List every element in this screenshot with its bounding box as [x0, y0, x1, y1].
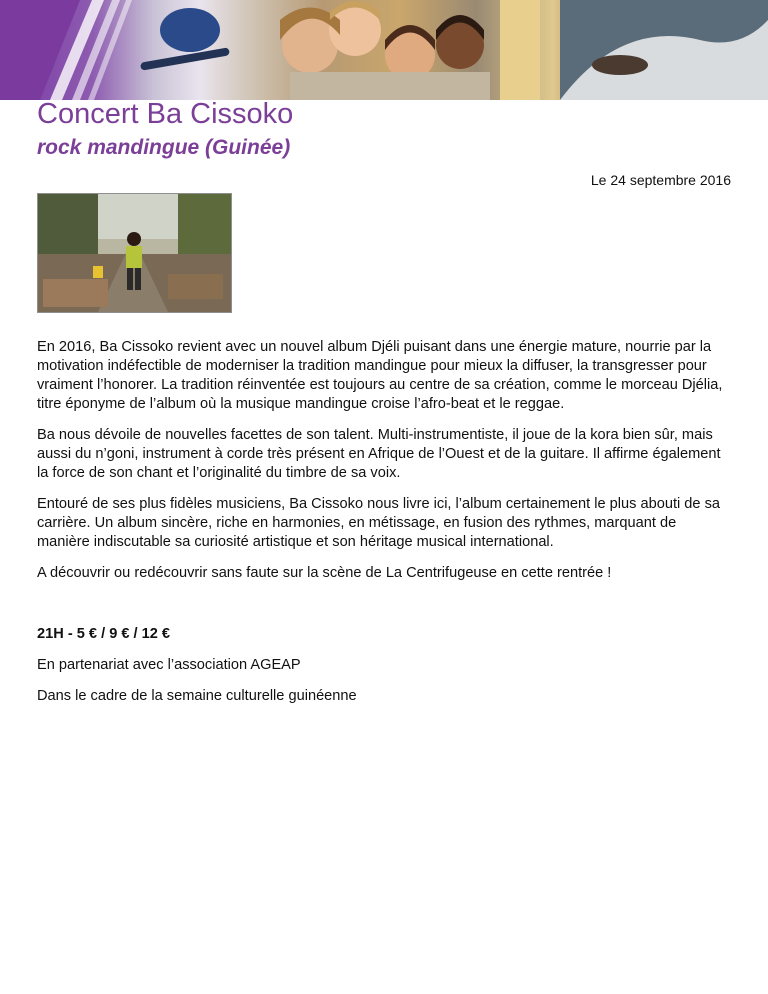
page-title: Concert Ba Cissoko [37, 98, 294, 130]
musician-leg [127, 268, 133, 290]
window-light [500, 0, 540, 100]
header-banner [0, 0, 768, 100]
partnership-info: En partenariat avec l’association AGEAP [37, 657, 301, 673]
musician-leg [135, 268, 141, 290]
yellow-can [93, 266, 103, 278]
people-clothes [290, 72, 490, 100]
tree [38, 194, 98, 264]
event-date: Le 24 septembre 2016 [590, 172, 731, 188]
paragraph: A découvrir ou redécouvrir sans faute sur la scène de La Centrifugeuse en cette rentrée ! [37, 565, 612, 581]
musician-head [127, 232, 141, 246]
surfer-figure [592, 55, 648, 75]
page-subtitle: rock mandingue (Guinée) [37, 136, 291, 159]
musician-photo [38, 194, 231, 312]
musician-shirt [126, 246, 142, 268]
event-photo [37, 193, 232, 313]
paragraph: Entouré de ses plus fidèles musiciens, Ba Cissoko nous livre ici, l’album certainement le plus abouti de sa carrière. Un album sincère, riche en harmonies, en métissage, en fusion des rythmes, marquant de manière indiscutable sa curiosité artistique et son héritage musical international. [37, 496, 721, 550]
paragraph: Ba nous dévoile de nouvelles facettes de son talent. Multi-instrumentiste, il joue de la kora bien sûr, mais aussi du n’goni, instrument à corde très présent en Afrique de l’Ouest et de la guitare. Il affirme également la force de son chant et l’originalité du timbre de sa voix. [37, 427, 721, 481]
paragraph: En 2016, Ba Cissoko revient avec un nouvel album Djéli puisant dans une énergie mature, nourrie par la motivation indéfectible de moderniser la tradition mandingue pour mieux la diffuser, la transgresser pour vraiment l’honorer. La tradition réinventée est toujours au centre de sa création, comme le morceau Djélia, titre éponyme de l’album où la musique mandingue croise l’afro-beat et le reggae. [37, 339, 723, 412]
article-body [37, 338, 732, 718]
price-info: 21H - 5 € / 9 € / 12 € [37, 626, 171, 642]
wood-plank [43, 279, 108, 307]
wood-plank [168, 274, 223, 299]
banner-image [0, 0, 768, 100]
snowboarder-figure [160, 8, 220, 52]
context-info: Dans le cadre de la semaine culturelle guinéenne [37, 688, 357, 704]
